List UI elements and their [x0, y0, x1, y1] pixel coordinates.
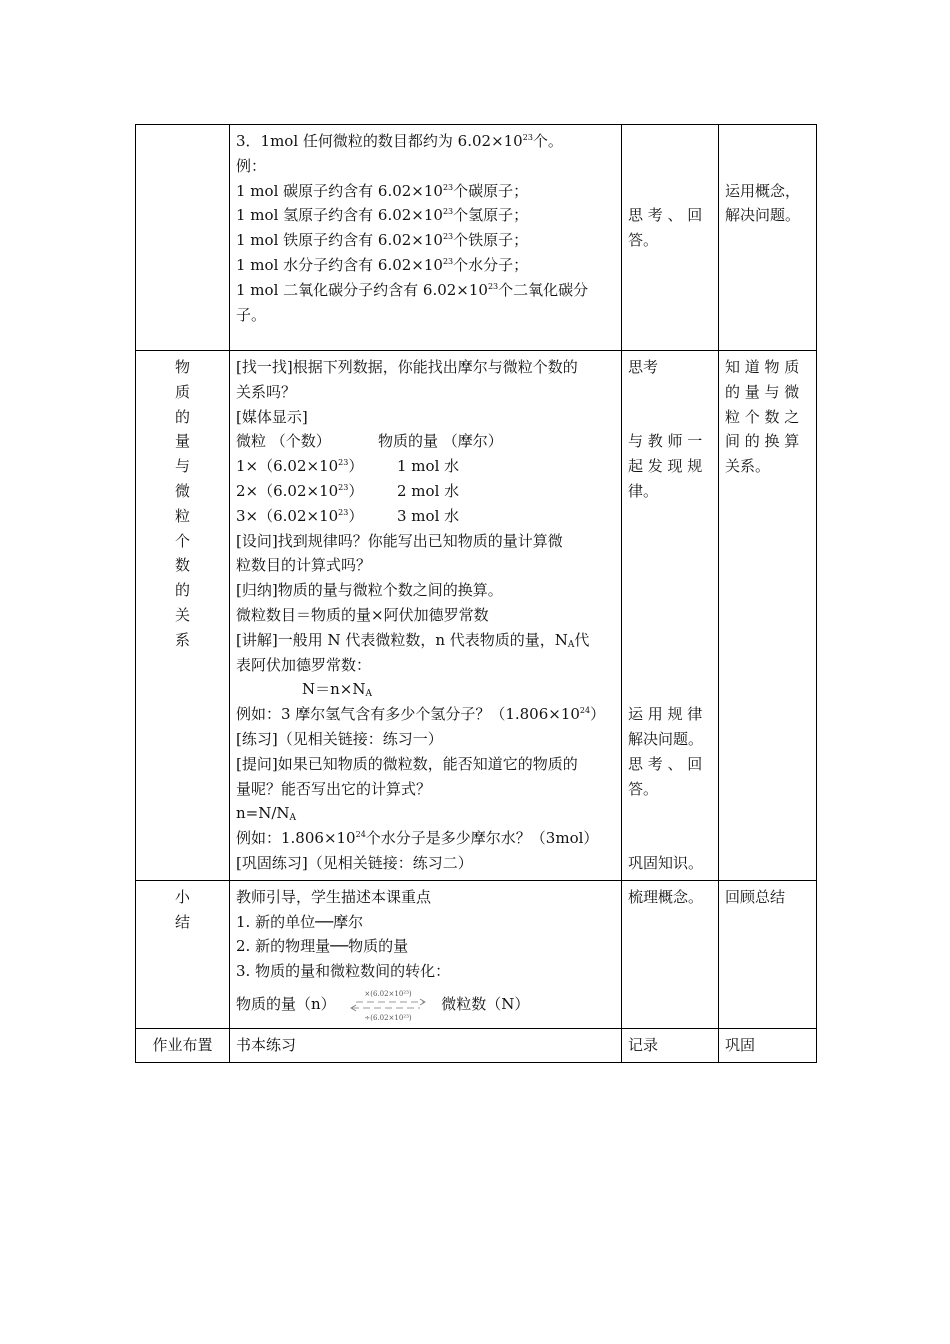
text-line: 思 考 、 回: [628, 754, 703, 773]
topic-char: 物: [174, 358, 190, 376]
formula-line: $n=N/N_A$: [236, 804, 297, 824]
conversion-arrows: [340, 985, 436, 1025]
topic-char: 数: [174, 556, 190, 575]
text-line: 1. 新的单位──摩尔: [236, 912, 364, 931]
text-line: 知 道 物 质: [725, 358, 800, 376]
text-line: 例：: [236, 156, 267, 175]
text-line: 1 mol 氢原子约含有 $6.02\times 10^{23}$个氢原子；: [236, 206, 529, 225]
text-line: 间 的 换 算: [725, 432, 800, 451]
text-line: 量呢？能否写出它的计算式？: [236, 779, 432, 798]
text-line: 关系。: [725, 457, 771, 476]
lesson-plan-table: [135, 124, 817, 1063]
text-line: 答。: [628, 231, 659, 250]
text-line: 运 用 规 律: [628, 705, 703, 724]
text-line: 思 考 、 回: [628, 206, 703, 225]
text-line: 1 mol 碳原子约含有 $6.02\times 10^{23}$个碳原子；: [236, 181, 529, 200]
intent-cell: [719, 880, 817, 1028]
topic-char: 粒: [174, 506, 190, 525]
text-line: [练习]（见相关链接：练习一）: [236, 729, 443, 748]
topic-char: 的: [174, 407, 190, 426]
topic-char: 微: [174, 481, 190, 500]
topic-char: 的: [174, 581, 190, 600]
content-cell: [230, 125, 622, 351]
topic-char: 小: [174, 887, 190, 906]
text-line: 的 量 与 微: [725, 382, 800, 401]
text-line: 与 教 师 一: [628, 432, 703, 451]
intent-cell: [719, 351, 817, 881]
text-line: 思考: [628, 358, 659, 376]
text-line: [媒体显示]: [236, 407, 308, 426]
conv-right-label: 微粒数（N）: [441, 994, 530, 1013]
text-line: 表阿伏加德罗常数：: [236, 655, 372, 674]
student-activity-cell: [622, 1028, 719, 1062]
text-line: 粒 个 数 之: [725, 407, 800, 426]
text-line: $3\times(6.02\times 10^{23})$ 3 mol 水: [236, 506, 460, 525]
text-line: 1 mol 二氧化碳分子约含有 $6.02\times 10^{23}$个二氧化碳分: [236, 280, 589, 299]
table-row: [136, 1028, 817, 1062]
text-line: [归纳]物质的量与微粒个数之间的换算。: [236, 581, 503, 600]
topic-cell: [136, 351, 230, 881]
topic-char: 系: [174, 630, 190, 649]
student-activity-cell: [622, 125, 719, 351]
conv-left-label: 物质的量（n）: [236, 994, 336, 1013]
content-cell: [230, 351, 622, 881]
text-line: 解决问题。: [725, 206, 801, 225]
text-line: 1 mol 铁原子约含有 $6.02\times 10^{23}$个铁原子；: [236, 231, 529, 250]
intent-cell: [719, 125, 817, 351]
text-line: 教师引导，学生描述本课重点: [236, 887, 432, 906]
text-line: [找一找]根据下列数据，你能找出摩尔与微粒个数的: [236, 358, 578, 376]
text-line: [讲解]一般用 N 代表微粒数，n 代表物质的量，$N_A$代: [236, 630, 590, 650]
topic-cell: [136, 125, 230, 351]
text-line: 例如：3 摩尔氢气含有多少个氢分子？$(1.806\times 10^{24})$: [236, 705, 606, 724]
text-line: 梳理概念。: [628, 887, 704, 906]
conv-divide-label: ÷(6.02×10²³): [364, 1013, 413, 1022]
intent-cell: [719, 1028, 817, 1062]
text-line: 微粒 （个数） 物质的量 （摩尔）: [236, 432, 503, 451]
text-line: [提问]如果已知物质的微粒数，能否知道它的物质的: [236, 754, 578, 773]
text-line: 3．1mol 任何微粒的数目都约为 $6.02\times 10^{23}$个。: [236, 132, 563, 150]
content-cell: [230, 880, 622, 1028]
topic-label: 作业布置: [152, 1035, 213, 1054]
student-activity-cell: [622, 351, 719, 881]
text-line: 2. 新的物理量──物质的量: [236, 937, 409, 956]
topic-char: 个: [174, 531, 190, 550]
topic-char: 关: [174, 605, 190, 624]
topic-char: 与: [174, 457, 190, 476]
text-line: 微粒数目＝物质的量×阿伏加德罗常数: [236, 605, 489, 624]
topic-char: 量: [174, 432, 190, 451]
text-line: 回顾总结: [725, 887, 786, 906]
student-activity-cell: [622, 880, 719, 1028]
text-line: 起 发 现 规: [628, 457, 703, 476]
table-row: [136, 125, 817, 351]
text-line: 关系吗？: [236, 382, 297, 401]
text-line: 例如：$1.806\times 10^{24}$个水分子是多少摩尔水？（3mol）: [236, 829, 599, 848]
conversion-formula: [236, 984, 615, 1024]
conv-multiply-label: ×(6.02×10²³): [364, 989, 413, 998]
text-line: 答。: [628, 779, 659, 798]
content-cell: [230, 1028, 622, 1062]
text-line: 子。: [236, 305, 267, 324]
text-line: 巩固: [725, 1035, 756, 1054]
text-line: [巩固练习]（见相关链接：练习二）: [236, 853, 473, 872]
table-row: [136, 880, 817, 1028]
formula-line: $N=n\times N_A$: [302, 680, 372, 700]
text-line: [设问]找到规律吗？你能写出已知物质的量计算微: [236, 531, 563, 550]
text-line: 解决问题。: [628, 729, 704, 748]
text-line: 记录: [628, 1035, 659, 1054]
table-row: [136, 351, 817, 881]
text-line: 律。: [628, 481, 659, 500]
text-line: 巩固知识。: [628, 853, 704, 872]
topic-cell: [136, 1028, 230, 1062]
topic-char: 质: [174, 382, 190, 401]
text-line: 运用概念，: [725, 181, 801, 200]
topic-char: 结: [174, 912, 190, 931]
text-line: 书本练习: [236, 1035, 297, 1054]
text-line: 粒数目的计算式吗？: [236, 556, 372, 575]
topic-cell: [136, 880, 230, 1028]
text-line: 3. 物质的量和微粒数间的转化：: [236, 962, 451, 981]
text-line: $1\times(6.02\times 10^{23})$ 1 mol 水: [236, 457, 460, 476]
text-line: 1 mol 水分子约含有 $6.02\times 10^{23}$个水分子；: [236, 255, 529, 274]
text-line: $2\times(6.02\times 10^{23})$ 2 mol 水: [236, 481, 460, 500]
